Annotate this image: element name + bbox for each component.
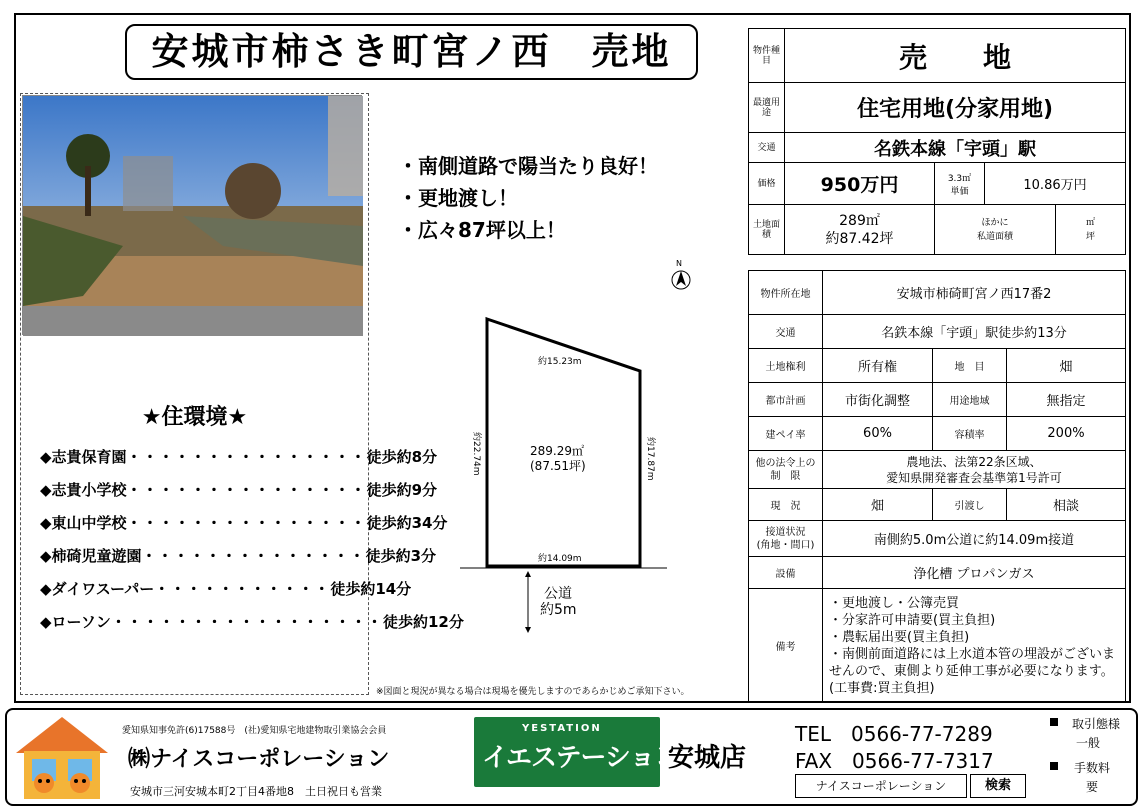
details-traffic-value: 名鉄本線「宇頭」駅徒歩約13分: [823, 315, 1126, 349]
remarks-label: 備考: [749, 589, 823, 703]
private-tsubo: 坪: [1085, 231, 1095, 242]
facility-distance: 徒歩約34分: [366, 514, 448, 532]
facility-name: ◆志貴保育園: [40, 448, 127, 466]
private-label-line1: ほかに: [981, 217, 1009, 228]
environment-item: [40, 578, 412, 599]
facility-name: ◆柿碕児童遊園: [40, 547, 142, 565]
private-label-line2: 私道面積: [976, 231, 1013, 242]
environment-item: [40, 446, 437, 467]
land-tsubo: 約87.42坪: [825, 230, 894, 247]
address-value: 安城市柿碕町宮ノ西17番2: [823, 271, 1126, 315]
phone-number: TEL 0566-77-7289: [795, 722, 993, 746]
remark-item: ・農転届出要(買主負担): [829, 629, 970, 645]
remark-item: ・分家許可申請要(買主負担): [829, 612, 996, 628]
branch-name: 安城店: [668, 743, 747, 773]
facility-distance: 徒歩約3分: [365, 547, 436, 565]
coverage-value: 60%: [823, 417, 933, 451]
land-area-value: [785, 205, 935, 255]
summary-table: [748, 28, 1126, 255]
logo-top-text: YESTATION: [522, 723, 602, 734]
road-label-line1: 接道状況: [765, 526, 806, 538]
equipment-value: 浄化槽 プロパンガス: [823, 557, 1126, 589]
floor-ratio-value: 200%: [1007, 417, 1126, 451]
license-text: 愛知県知事免許(6)17588号 (社)愛知県宅地建物取引業協会会員: [122, 726, 387, 736]
disclaimer: ※図面と現況が異なる場合は現場を優先しますのであらかじめご承知下さい。: [376, 687, 690, 697]
feature-vacant: ・更地渡し！: [398, 186, 518, 210]
environment-item: [40, 512, 448, 533]
plot-area-tsubo: (87.51坪): [530, 459, 586, 473]
environment-heading: ★住環境★: [141, 405, 248, 430]
land-right-value: 所有権: [823, 349, 933, 383]
private-m2: ㎡: [1085, 217, 1095, 228]
status-value: 畑: [823, 489, 933, 521]
land-area-label: 土地面積: [749, 205, 785, 255]
price-value: 950万円: [785, 163, 935, 205]
details-table: [748, 270, 1126, 703]
leader-dots: ・・・・・・・・・・・・・・・: [126, 514, 367, 532]
facility-name: ◆ダイワスーパー: [40, 580, 155, 598]
facility-name: ◆東山中学校: [40, 514, 127, 532]
bullet-icon: [1050, 718, 1058, 726]
land-m2: 289㎡: [839, 212, 880, 229]
yestation-logo: [474, 717, 680, 787]
facility-distance: 徒歩約9分: [366, 481, 437, 499]
handover-value: 相談: [1007, 489, 1126, 521]
transaction-label: 取引態様: [1072, 717, 1121, 731]
north-arrow-icon: [672, 271, 690, 289]
road-access-value: 南側約5.0m公道に約14.09m接道: [823, 521, 1126, 557]
north-label: N: [676, 259, 682, 268]
company-name: ㈱ナイスコーポレーション: [128, 747, 390, 772]
feature-sunny: ・南側道路で陽当たり良好！: [398, 154, 658, 178]
road-label-line2: (角地・間口): [756, 539, 815, 551]
chimoku-value: 畑: [1007, 349, 1126, 383]
unit-label-line1: 3.3㎡: [947, 173, 972, 184]
search-input[interactable]: ナイスコーポレーション: [795, 774, 967, 798]
traffic-value: 名鉄本線「宇頭」駅: [785, 133, 1126, 163]
legal-restriction-value: [823, 451, 1126, 489]
equipment-label: 設備: [749, 557, 823, 589]
coverage-label: 建ペイ率: [749, 417, 823, 451]
leader-dots: ・・・・・・・・・・・: [154, 580, 331, 598]
floor-ratio-label: 容積率: [933, 417, 1007, 451]
zone-label: 用途地域: [933, 383, 1007, 417]
land-right-label: 土地権利: [749, 349, 823, 383]
fee-label: 手数料: [1074, 761, 1111, 775]
road-type: 公道: [544, 586, 572, 602]
environment-item: [40, 611, 464, 632]
feature-area: ・広々87坪以上！: [398, 218, 566, 242]
mascot-house-icon: [12, 713, 112, 801]
search-button[interactable]: 検索: [970, 774, 1026, 798]
environment-item: [40, 479, 437, 500]
facility-distance: 徒歩約14分: [330, 580, 412, 598]
right-side-length: 約17.87m: [645, 437, 655, 481]
logo-main-text: イエステーション: [482, 743, 680, 773]
road-access-label: [749, 521, 823, 557]
handover-label: 引渡し: [933, 489, 1007, 521]
details-traffic-label: 交通: [749, 315, 823, 349]
law-label-line1: 他の法令上の: [755, 457, 816, 469]
unit-price-value: 10.86万円: [985, 163, 1126, 205]
legal-restriction-label: [749, 451, 823, 489]
property-photo: [22, 95, 362, 335]
private-road-value: [1056, 205, 1126, 255]
leader-dots: ・・・・・・・・・・・・・・・: [126, 448, 367, 466]
fee-value: 要: [1086, 780, 1099, 794]
bullet-icon: [1050, 762, 1058, 770]
law-line2: 愛知県開発審査会基準第1号許可: [886, 470, 1062, 485]
page-title: 安城市柿さき町宮ノ西 売地: [125, 24, 698, 80]
bottom-side-length: 約14.09m: [538, 554, 582, 564]
facility-distance: 徒歩約8分: [366, 448, 437, 466]
city-plan-label: 都市計画: [749, 383, 823, 417]
use-label: 最適用途: [749, 83, 785, 133]
traffic-label: 交通: [749, 133, 785, 163]
remarks-value: [823, 589, 1126, 703]
zone-value: 無指定: [1007, 383, 1126, 417]
remark-item: ・更地渡し・公簿売買: [829, 595, 960, 611]
facility-name: ◆志貴小学校: [40, 481, 127, 499]
transaction-value: 一般: [1076, 736, 1101, 750]
address-label: 物件所在地: [749, 271, 823, 315]
plot-area-m2: 289.29㎡: [530, 444, 584, 458]
facility-name: ◆ローソン: [40, 613, 111, 631]
unit-label-line2: 単価: [950, 186, 969, 197]
type-value: 売 地: [785, 29, 1126, 83]
top-side-length: 約15.23m: [538, 357, 582, 367]
law-label-line2: 制 限: [770, 470, 801, 482]
environment-item: [40, 545, 436, 566]
price-label: 価格: [749, 163, 785, 205]
facility-distance: 徒歩約12分: [382, 613, 464, 631]
leader-dots: ・・・・・・・・・・・・・・・: [126, 481, 367, 499]
private-road-label: [935, 205, 1056, 255]
company-address: 安城市三河安城本町2丁目4番地8 土日祝日も営業: [130, 785, 382, 798]
plot-diagram: [370, 250, 740, 650]
city-plan-value: 市街化調整: [823, 383, 933, 417]
unit-price-label: [935, 163, 985, 205]
fax-number: FAX 0566-77-7317: [795, 749, 994, 773]
left-side-length: 約22.74m: [471, 432, 481, 476]
road-width: 約5m: [540, 602, 577, 618]
remark-item: ・南側前面道路には上水道本管の埋設がございませんので、東側より延伸工事が必要になります。(工事費:買主負担): [829, 646, 1116, 696]
type-label: 物件種目: [749, 29, 785, 83]
status-label: 現 況: [749, 489, 823, 521]
chimoku-label: 地 目: [933, 349, 1007, 383]
use-value: 住宅用地(分家用地): [785, 83, 1126, 133]
law-line1: 農地法、法第22条区域、: [906, 454, 1042, 469]
leader-dots: ・・・・・・・・・・・・・・・・・: [110, 613, 383, 631]
leader-dots: ・・・・・・・・・・・・・・: [141, 547, 366, 565]
